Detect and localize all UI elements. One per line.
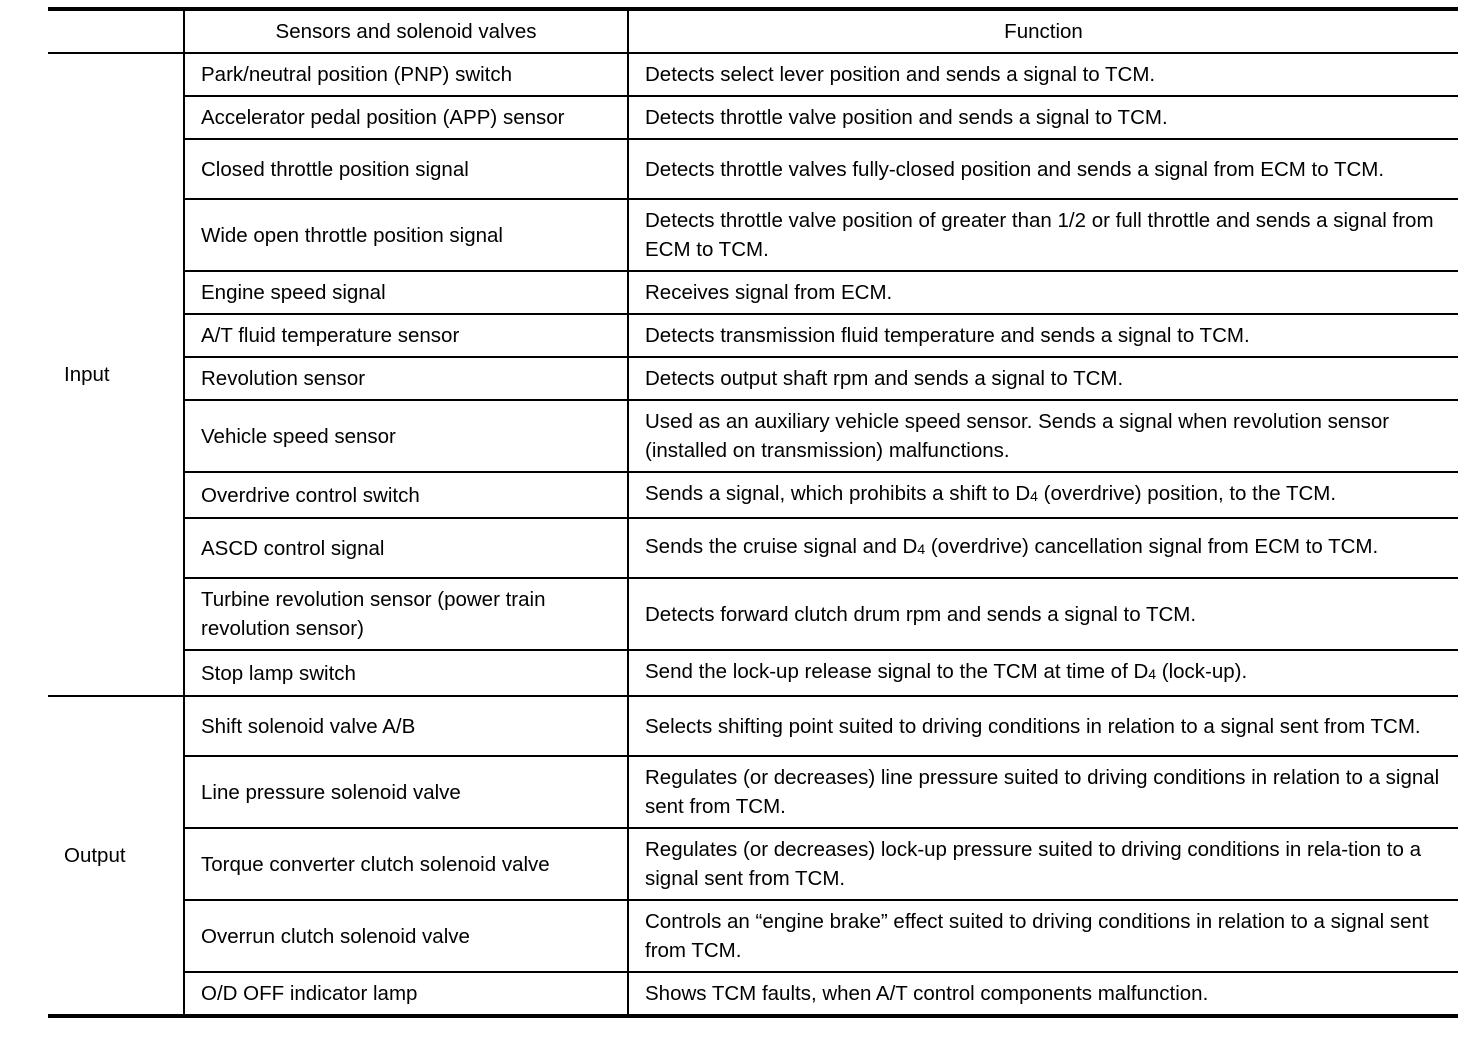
function-text-subscript: 4: [1030, 488, 1038, 504]
table-row: [48, 650, 1458, 696]
function-text-subscript: 4: [1148, 666, 1157, 682]
function-cell: Regulates (or decreases) line pressure suited to driving conditions in relation to a signal sent from TCM.: [628, 756, 1458, 828]
table-row: [48, 900, 1458, 972]
item-cell: Closed throttle position signal: [184, 139, 628, 199]
function-cell: Detects forward clutch drum rpm and sends a signal to TCM.: [628, 578, 1458, 650]
table-row: [48, 271, 1458, 314]
function-text-pre: Sends the cruise signal and D: [645, 535, 918, 558]
function-cell: Detects output shaft rpm and sends a signal to TCM.: [628, 357, 1458, 400]
item-cell: Turbine revolution sensor (power train revolution sensor): [184, 578, 628, 650]
function-cell: [628, 472, 1458, 518]
function-text-post: (overdrive) position, to the TCM.: [1037, 482, 1337, 505]
table-row: [48, 696, 1458, 756]
group-label-output: Output: [48, 696, 184, 1016]
function-cell: Used as an auxiliary vehicle speed sensor. Sends a signal when revolution sensor (installed on transmission) malfunctions.: [628, 400, 1458, 472]
table-row: [48, 972, 1458, 1016]
group-label-input: Input: [48, 53, 184, 696]
item-cell: O/D OFF indicator lamp: [184, 972, 628, 1016]
table-row: [48, 53, 1458, 96]
table-row: [48, 139, 1458, 199]
function-text-pre: Sends a signal, which prohibits a shift to D: [645, 482, 1031, 505]
table-row: [48, 96, 1458, 139]
table-header: [48, 9, 1458, 53]
function-cell: Shows TCM faults, when A/T control components malfunction.: [645, 982, 1209, 1005]
function-cell: Detects throttle valves fully-closed position and sends a signal from ECM to TCM.: [628, 139, 1458, 199]
item-cell: Stop lamp switch: [184, 650, 628, 696]
table-row: [48, 400, 1458, 472]
table-row: [48, 518, 1458, 578]
item-cell: Accelerator pedal position (APP) sensor: [184, 96, 628, 139]
header-function: Function: [628, 9, 1458, 53]
table-row: [48, 578, 1458, 650]
item-cell: Revolution sensor: [184, 357, 628, 400]
table-row: [48, 357, 1458, 400]
function-text-subscript: 4: [917, 541, 926, 557]
header-sensors-and-solenoid-valves: Sensors and solenoid valves: [184, 9, 628, 53]
table-row: [48, 472, 1458, 518]
function-text-post: (overdrive) cancellation signal from ECM to TCM.: [925, 535, 1379, 558]
table-row: [48, 314, 1458, 357]
item-cell: A/T fluid temperature sensor: [184, 314, 628, 357]
table-body: [48, 53, 1458, 1016]
function-cell: Selects shifting point suited to driving conditions in relation to a signal sent from TCM.: [628, 696, 1458, 756]
header-group-cell: [48, 9, 184, 53]
item-cell: ASCD control signal: [184, 518, 628, 578]
function-text-post: (lock-up).: [1156, 660, 1248, 683]
item-cell: Line pressure solenoid valve: [184, 756, 628, 828]
function-cell: Detects select lever position and sends a signal to TCM.: [628, 53, 1458, 96]
function-cell: Regulates (or decreases) lock-up pressure suited to driving conditions in rela-tion to a signal sent from TCM.: [628, 828, 1458, 900]
function-cell: [628, 518, 1458, 578]
table-row: [48, 199, 1458, 271]
function-cell: Detects throttle valve position and sends a signal to TCM.: [628, 96, 1458, 139]
item-cell: Wide open throttle position signal: [184, 199, 628, 271]
function-cell: Detects transmission fluid temperature and sends a signal to TCM.: [628, 314, 1458, 357]
function-cell: Receives signal from ECM.: [628, 271, 1458, 314]
item-cell: Vehicle speed sensor: [184, 400, 628, 472]
item-cell: Overrun clutch solenoid valve: [184, 900, 628, 972]
function-cell: Controls an “engine brake” effect suited to driving conditions in relation to a signal sent from TCM.: [628, 900, 1458, 972]
sensor-function-table: [48, 7, 1458, 1018]
function-cell: [628, 650, 1458, 696]
table-row: [48, 756, 1458, 828]
item-cell: Shift solenoid valve A/B: [184, 696, 628, 756]
item-cell: Engine speed signal: [184, 271, 628, 314]
item-cell: Park/neutral position (PNP) switch: [184, 53, 628, 96]
function-cell: Detects throttle valve position of greater than 1/2 or full throttle and sends a signal from ECM to TCM.: [628, 199, 1458, 271]
item-cell: Overdrive control switch: [184, 472, 628, 518]
table-row: [48, 828, 1458, 900]
function-text-pre: Send the lock-up release signal to the TCM at time of D: [645, 660, 1149, 683]
item-cell: Torque converter clutch solenoid valve: [184, 828, 628, 900]
